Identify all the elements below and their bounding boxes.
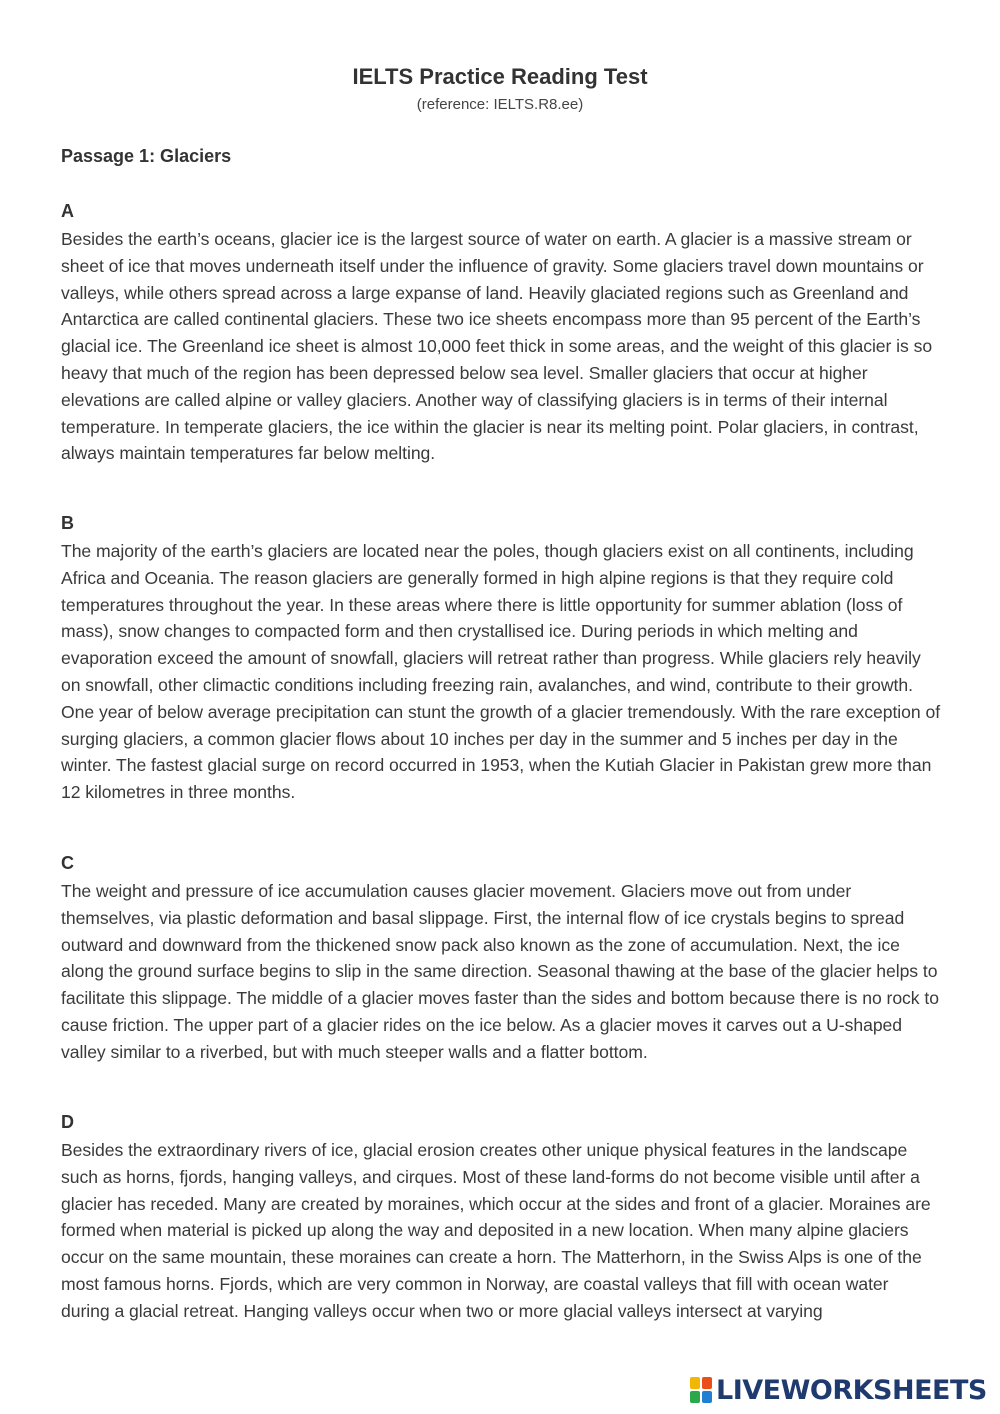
logo-square-red [702,1377,712,1389]
section-text: Besides the extraordinary rivers of ice, glacial erosion creates other unique physical features in the landscape such as horns, fjords, hanging valleys, and cirques. Most of these land-forms do not become visible until after a glacier has receded. Many are created by moraines, which occur at the sides and front of a glacier. Moraines are formed when material is picked up along the way and deposited in a new location. When many alpine glaciers occur on the same mountain, these moraines can create a horn. The Matterhorn, in the Swiss Alps is one of the most famous horns. Fjords, which are very common in Norway, are coastal valleys that fill with ocean water during a glacial retreat. Hanging valleys occur when two or more glacial valleys intersect at varying [61,1140,931,1321]
section-b [61,510,941,806]
section-text: The weight and pressure of ice accumulation causes glacier movement. Glaciers move out from under themselves, via plastic deformation and basal slippage. First, the internal flow of ice crystals begins to spread outward and downward from the thickened snow pack also known as the zone of accumulation. Next, the ice along the ground surface begins to slip in the same direction. Seasonal thawing at the base of the glacier helps to facilitate this slippage. The middle of a glacier moves faster than the sides and bottom because there is no rock to cause friction. The upper part of a glacier rides on the ice below. As a glacier moves it carves out a U-shaped valley similar to a riverbed, but with much steeper walls and a flatter bottom. [61,881,939,1062]
logo-square-yellow [690,1377,700,1389]
liveworksheets-logo [690,1374,987,1406]
section-letter: A [61,201,74,221]
logo-square-blue [702,1391,712,1403]
section-d [61,1109,941,1325]
page-title: IELTS Practice Reading Test [352,64,648,89]
section-a [61,198,941,467]
logo-square-green [690,1391,700,1403]
section-letter: D [61,1112,74,1132]
section-letter: B [61,513,74,533]
section-c [61,850,941,1066]
passage-title: Passage 1: Glaciers [61,146,232,166]
reference-code: (reference: IELTS.R8.ee) [416,96,584,113]
section-letter: C [61,853,74,873]
section-text: The majority of the earth’s glaciers are located near the poles, though glaciers exist on all continents, including Africa and Oceania. The reason glaciers are generally formed in high alpine regions is that they require cold temperatures throughout the year. In these areas where there is little opportunity for summer ablation (loss of mass), snow changes to compacted form and then crystallised ice. During periods in which melting and evaporation exceed the amount of snowfall, glaciers will retreat rather than progress. While glaciers rely heavily on snowfall, other climactic conditions including freezing rain, avalanches, and wind, contribute to their growth. One year of below average precipitation can stunt the growth of a glacier tremendously. With the rare exception of surging glaciers, a common glacier flows about 10 inches per day in the summer and 5 inches per day in the winter. The fastest glacial surge on record occurred in 1953, when the Kutiah Glacier in Pakistan grew more than 12 kilometres in three months. [61,541,941,803]
liveworksheets-logo-icon [690,1377,712,1403]
logo-text: LIVEWORKSHEETS [716,1374,987,1406]
section-text: Besides the earth’s oceans, glacier ice is the largest source of water on earth. A glacier is a massive stream or sheet of ice that moves underneath itself under the influence of gravity. Some glaciers travel down mountains or valleys, while others spread across a large expanse of land. Heavily glaciated regions such as Greenland and Antarctica are called continental glaciers. These two ice sheets encompass more than 95 percent of the Earth’s glacial ice. The Greenland ice sheet is almost 10,000 feet thick in some areas, and the weight of this glacier is so heavy that much of the region has been depressed below sea level. Smaller glaciers that occur at higher elevations are called alpine or valley glaciers. Another way of classifying glaciers is in terms of their internal temperature. In temperate glaciers, the ice within the glacier is near its melting point. Polar glaciers, in contrast, always maintain temperatures far below melting. [61,229,933,464]
